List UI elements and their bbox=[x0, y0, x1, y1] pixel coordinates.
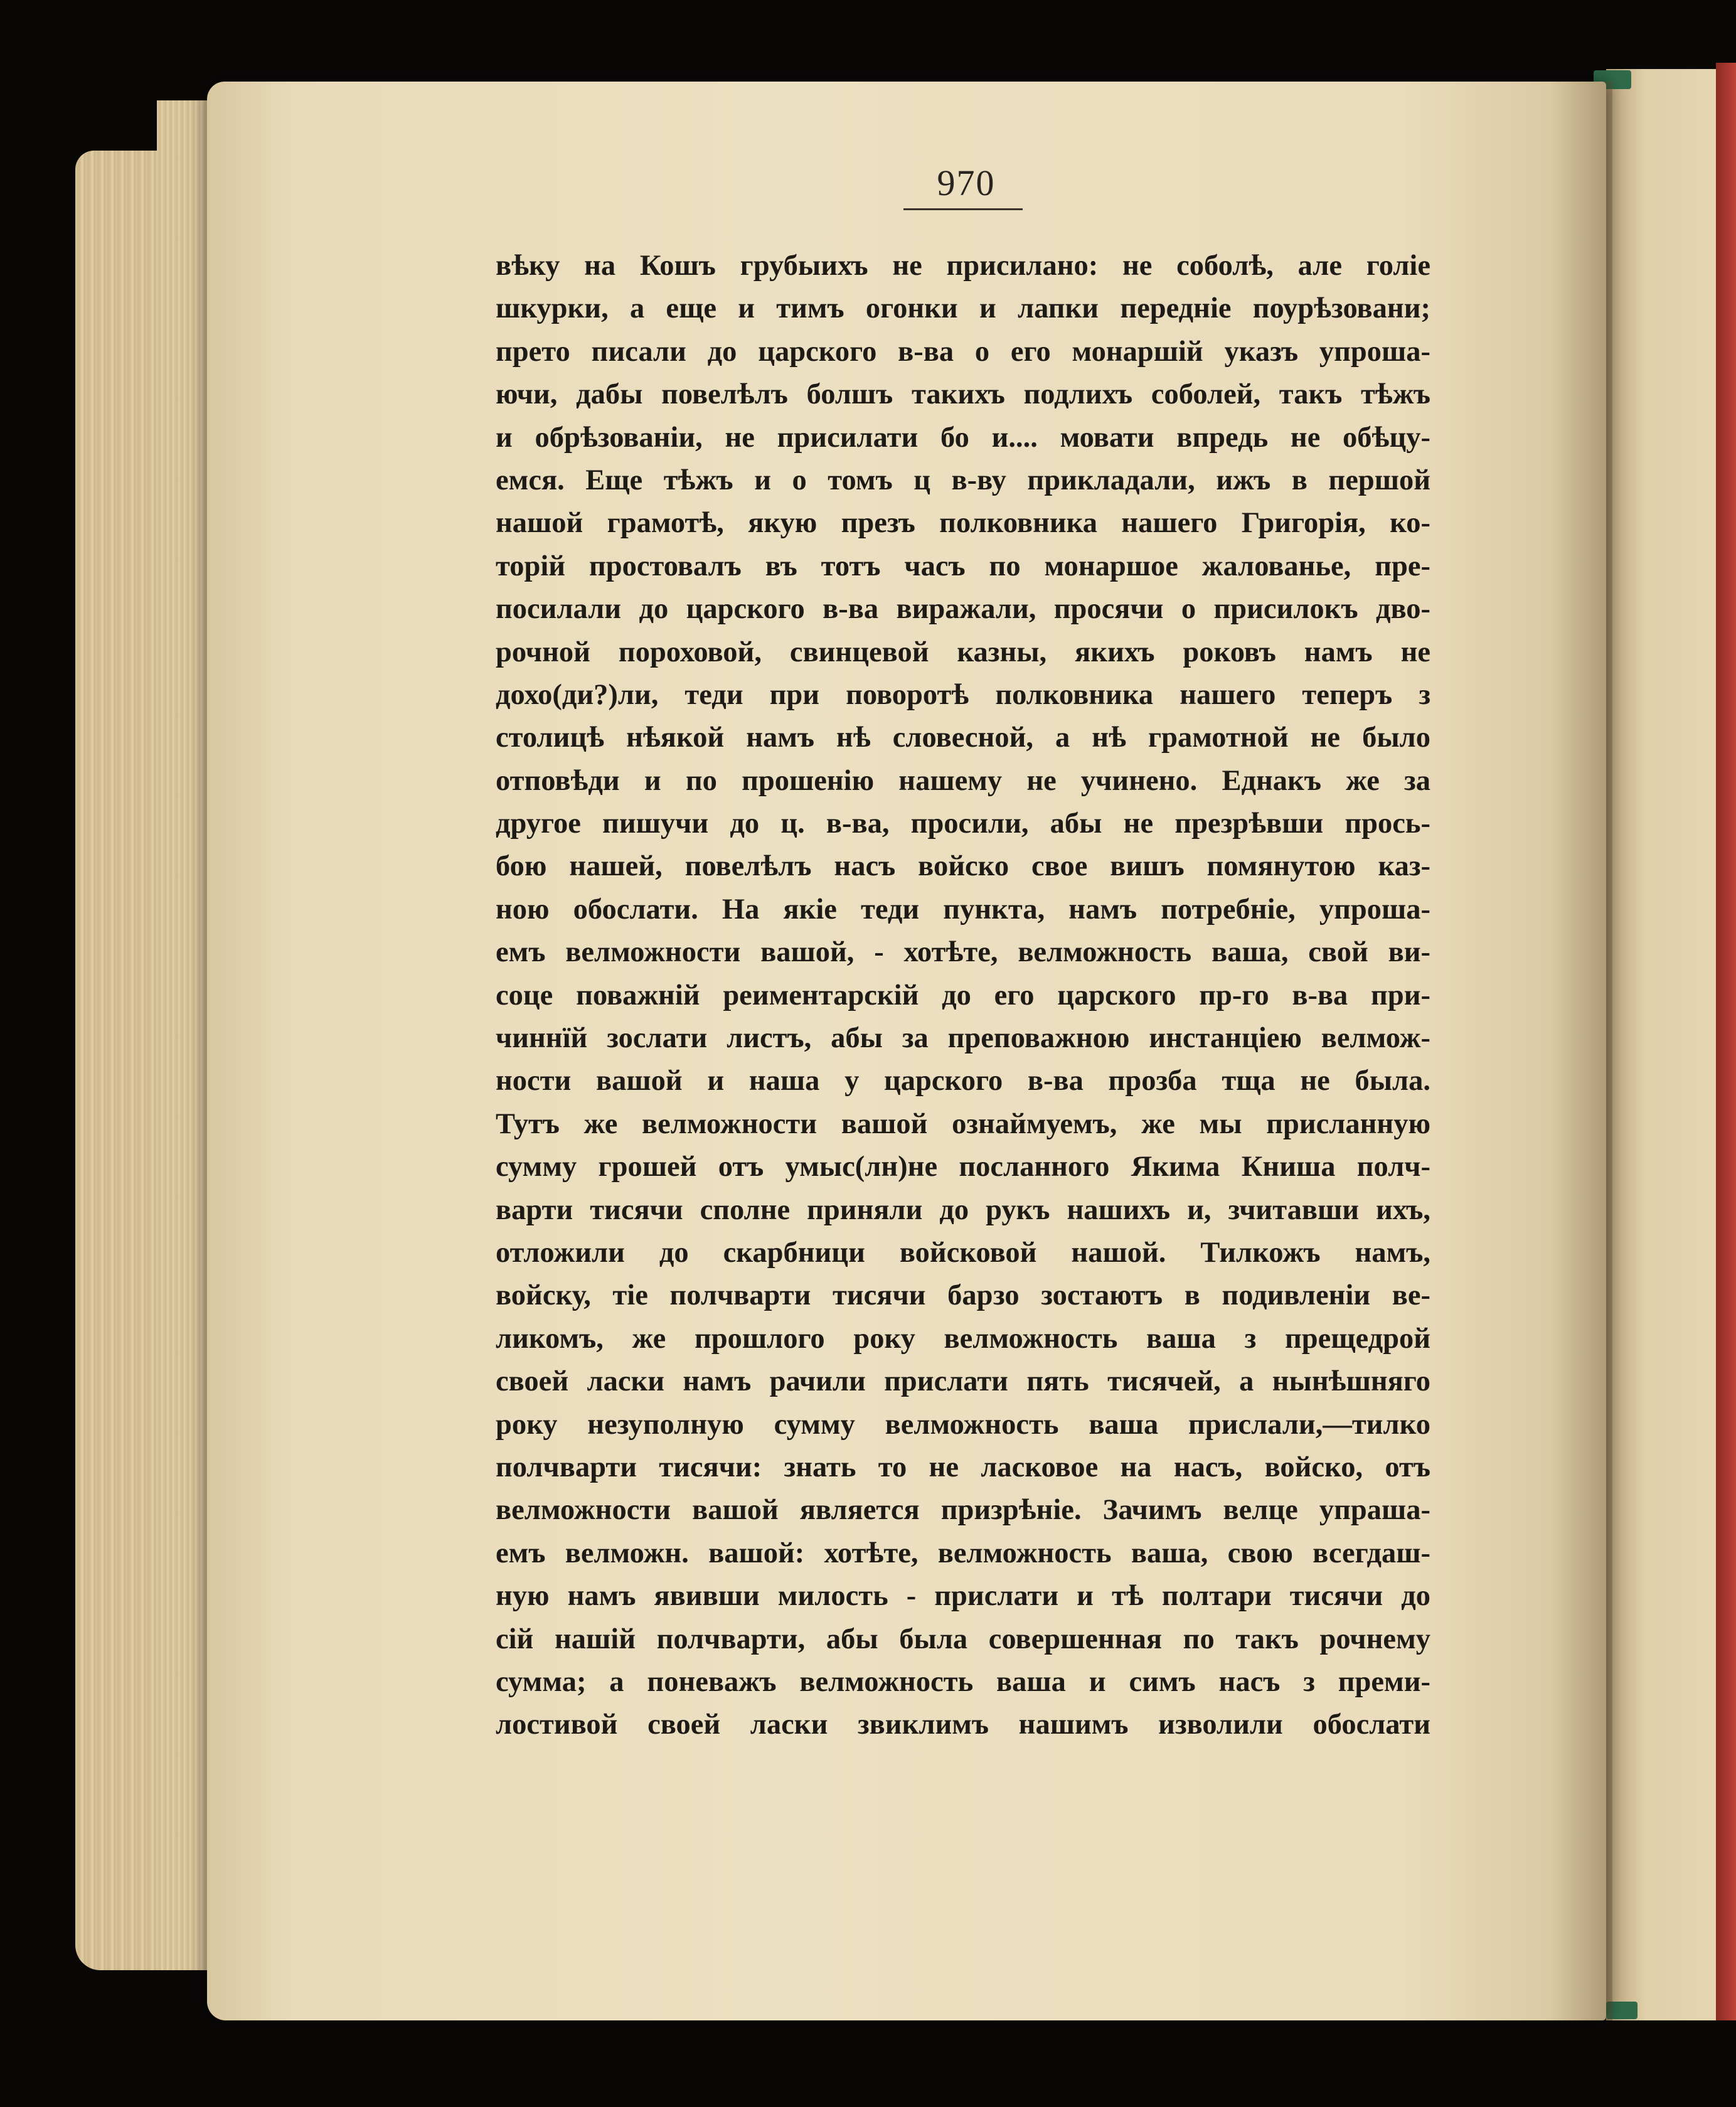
text-line: прето писали до царского в-ва о его монаршій указъ упроша- bbox=[496, 335, 1430, 368]
text-line: полчварти тисячи: знать то не ласковое на насъ, войско, отъ bbox=[496, 1451, 1430, 1483]
book-cover-edge bbox=[1716, 63, 1736, 2020]
text-line: своей ласки намъ рачили прислати пять тисячей, а нынѣшняго bbox=[496, 1365, 1430, 1398]
text-line: ности вашой и наша у царского в-ва прозба тща не была. bbox=[496, 1065, 1430, 1097]
text-line: ючи, дабы повелѣлъ болшъ такихъ подлихъ соболей, такъ тѣжъ bbox=[496, 378, 1430, 411]
text-line: сумму грошей отъ умыс(лн)не посланного Якима Книша полч- bbox=[496, 1151, 1430, 1183]
page-number: 970 bbox=[937, 163, 996, 203]
text-line: посилали до царского в-ва виражали, просячи о присилокъ дво- bbox=[496, 593, 1430, 626]
text-line: другое пишучи до ц. в-ва, просили, абы не презрѣвши прось- bbox=[496, 808, 1430, 840]
text-line: отложили до скарбници войсковой нашой. Тилкожъ намъ, bbox=[496, 1236, 1430, 1269]
text-line: вѣку на Кошъ грубыихъ не присилано: не соболѣ, але голіе bbox=[496, 250, 1430, 282]
text-line: бою нашей, повелѣлъ насъ войско свое вишъ помянутою каз- bbox=[496, 850, 1430, 883]
text-line: и обрѣзованіи, не присилати бо и.... мовати впредь не обѣцу- bbox=[496, 421, 1430, 454]
text-line: нашой грамотѣ, якую презъ полковника нашего Григорія, ко- bbox=[496, 507, 1430, 540]
text-line: року незуполную сумму велможность ваша прислали,—тилко bbox=[496, 1408, 1430, 1441]
text-line: лостивой своей ласки звиклимъ нашимъ изволили обослати bbox=[496, 1709, 1430, 1741]
text-line: ною обослати. На якіе теди пункта, намъ потребніе, упроша- bbox=[496, 893, 1430, 925]
body-text bbox=[496, 245, 1430, 1747]
text-line: ликомъ, же прошлого року велможность ваша з прещедрой bbox=[496, 1322, 1430, 1355]
text-line: велможности вашой является призрѣніе. Зачимъ велце упраша- bbox=[496, 1494, 1430, 1527]
text-line: Тутъ же велможности вашой ознаймуемъ, же мы присланную bbox=[496, 1107, 1430, 1140]
text-line: войску, тіе полчварти тисячи барзо зостаютъ в подивленіи ве- bbox=[496, 1279, 1430, 1312]
page-gutter-shadow bbox=[1550, 82, 1612, 2020]
text-line: емъ велможности вашой, - хотѣте, велможность ваша, свой ви- bbox=[496, 936, 1430, 969]
text-line: соце поважній реиментарскій до его царского пр-го в-ва при- bbox=[496, 979, 1430, 1011]
text-line: емся. Еще тѣжъ и о томъ ц в-ву прикладали, ижъ в першой bbox=[496, 464, 1430, 496]
text-line: шкурки, а еще и тимъ огонки и лапки передніе поурѣзовани; bbox=[496, 292, 1430, 325]
text-line: варти тисячи сполне приняли до рукъ нашихъ и, зчитавши ихъ, bbox=[496, 1193, 1430, 1226]
text-line: столицѣ нѣякой намъ нѣ словесной, а нѣ грамотной не было bbox=[496, 722, 1430, 754]
text-line: сумма; а поневажъ велможность ваша и симъ насъ з преми- bbox=[496, 1665, 1430, 1698]
text-line: чиннїй зослати листъ, абы за преповажною инстанціею велмож- bbox=[496, 1022, 1430, 1055]
text-line: сій нашій полчварти, абы была совершенная по такъ рочнему bbox=[496, 1623, 1430, 1655]
text-line: торій простовалъ въ тотъ часъ по монаршое жалованье, пре- bbox=[496, 550, 1430, 582]
header-rule bbox=[903, 208, 1023, 210]
text-line: дохо(ди?)ли, теди при поворотѣ полковника нашего теперъ з bbox=[496, 678, 1430, 711]
text-line: ную намъ явивши милость - прислати и тѣ полтари тисячи до bbox=[496, 1580, 1430, 1613]
text-line: емъ велможн. вашой: хотѣте, велможность ваша, свою всегдаш- bbox=[496, 1537, 1430, 1569]
text-line: рочной пороховой, свинцевой казны, якихъ роковъ намъ не bbox=[496, 636, 1430, 668]
text-line: отповѣди и по прошенію нашему не учинено. Еднакъ же за bbox=[496, 764, 1430, 797]
